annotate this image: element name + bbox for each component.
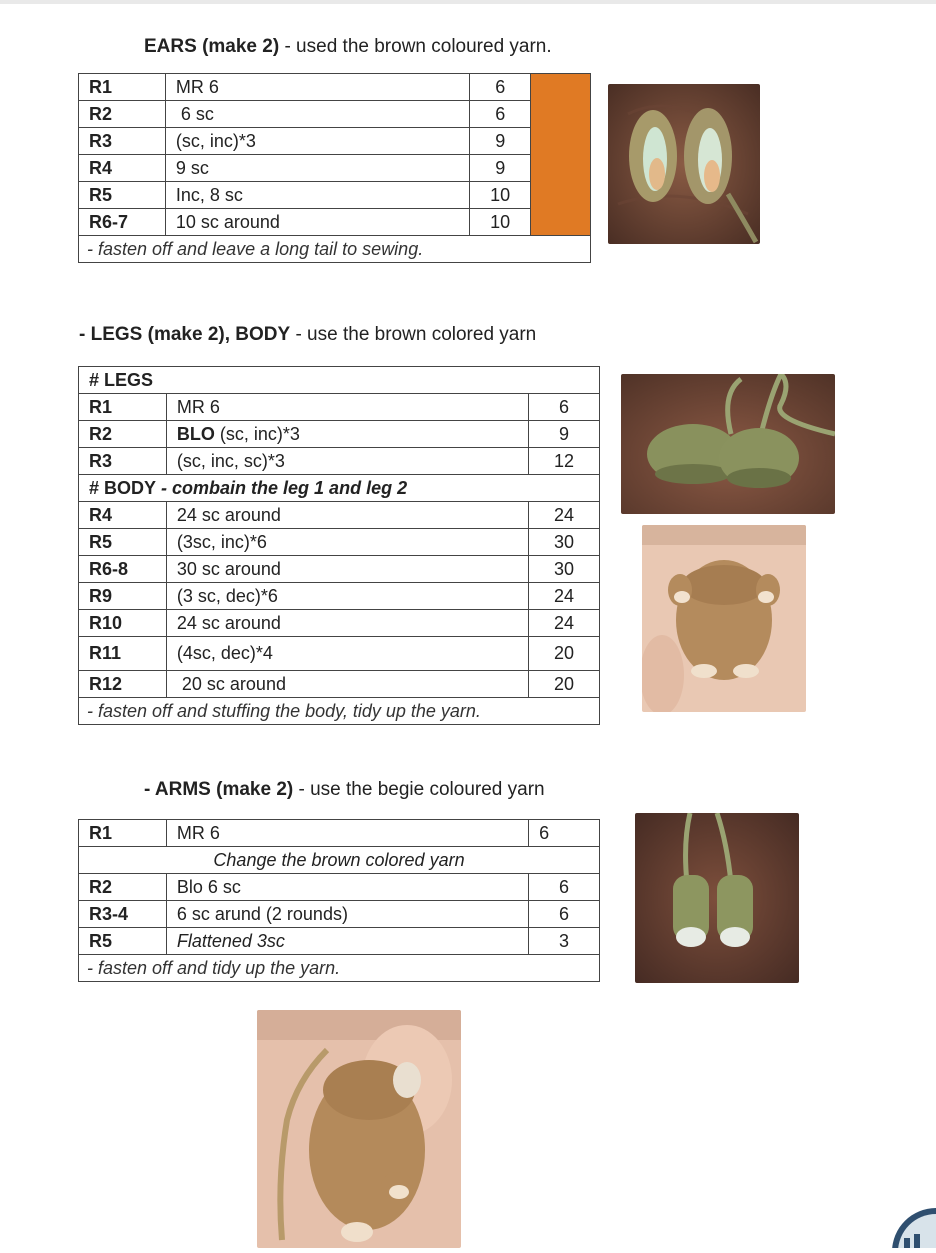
table-row <box>79 74 591 101</box>
table-row <box>79 421 600 448</box>
row-instruction: MR 6 <box>165 74 469 101</box>
row-count: 30 <box>529 529 600 556</box>
table-row <box>79 182 591 209</box>
change-yarn-note: Change the brown colored yarn <box>79 847 600 874</box>
row-count: 24 <box>529 502 600 529</box>
row-label: R1 <box>79 74 166 101</box>
row-instruction: BLO (sc, inc)*3 <box>166 421 528 448</box>
row-count: 10 <box>470 209 531 236</box>
row-label: R4 <box>79 502 167 529</box>
row-count: 12 <box>529 448 600 475</box>
row-label: R3 <box>79 448 167 475</box>
ears-table <box>78 73 591 263</box>
row-count: 6 <box>529 874 600 901</box>
legs-note: - fasten off and stuffing the body, tidy up the yarn. <box>79 698 600 725</box>
row-count: 20 <box>529 671 600 698</box>
table-row <box>79 502 600 529</box>
table-row <box>79 583 600 610</box>
table-row <box>79 101 591 128</box>
row-count: 6 <box>529 901 600 928</box>
row-instruction: 10 sc around <box>165 209 469 236</box>
ears-note: - fasten off and leave a long tail to sewing. <box>79 236 591 263</box>
row-instruction: 9 sc <box>165 155 469 182</box>
top-border <box>0 0 936 4</box>
table-row <box>79 475 600 502</box>
legs-heading <box>79 324 536 346</box>
row-label: R6-7 <box>79 209 166 236</box>
legs-header: # LEGS <box>79 367 600 394</box>
row-label: R5 <box>79 529 167 556</box>
table-row <box>79 928 600 955</box>
row-count: 9 <box>529 421 600 448</box>
arms-note: - fasten off and tidy up the yarn. <box>79 955 600 982</box>
ears-title: EARS (make 2) <box>144 36 280 57</box>
row-label: R10 <box>79 610 167 637</box>
row-count: 20 <box>529 637 600 671</box>
row-instruction: (sc, inc)*3 <box>165 128 469 155</box>
row-label: R2 <box>79 874 167 901</box>
ears-heading <box>144 36 552 58</box>
legs-photo <box>621 374 835 514</box>
table-row <box>79 394 600 421</box>
row-instruction: Flattened 3sc <box>166 928 528 955</box>
row-count: 10 <box>470 182 531 209</box>
row-label: R4 <box>79 155 166 182</box>
row-instruction: (3 sc, dec)*6 <box>166 583 528 610</box>
table-row <box>79 637 600 671</box>
table-row <box>79 155 591 182</box>
row-instruction: 24 sc around <box>166 610 528 637</box>
side-photo <box>257 1010 461 1248</box>
ears-subtitle: - used the brown coloured yarn. <box>279 36 552 57</box>
row-instruction: Blo 6 sc <box>166 874 528 901</box>
table-row <box>79 236 591 263</box>
body-header: # BODY - combain the leg 1 and leg 2 <box>79 475 600 502</box>
arms-heading <box>144 779 545 801</box>
table-row <box>79 955 600 982</box>
legs-subtitle: - use the brown colored yarn <box>290 324 537 345</box>
table-row <box>79 901 600 928</box>
row-label: R2 <box>79 421 167 448</box>
row-count: 9 <box>470 128 531 155</box>
body-photo <box>642 525 806 712</box>
row-instruction: MR 6 <box>166 394 528 421</box>
table-row <box>79 610 600 637</box>
row-instruction: 24 sc around <box>166 502 528 529</box>
row-label: R3-4 <box>79 901 167 928</box>
row-instruction: 6 sc <box>165 101 469 128</box>
row-label: R2 <box>79 101 166 128</box>
row-count: 24 <box>529 610 600 637</box>
row-instruction: Inc, 8 sc <box>165 182 469 209</box>
arms-title: - ARMS (make 2) <box>144 779 294 800</box>
row-count: 6 <box>529 394 600 421</box>
row-count: 30 <box>529 556 600 583</box>
row-count: 3 <box>529 928 600 955</box>
row-label: R5 <box>79 182 166 209</box>
table-row <box>79 874 600 901</box>
arms-table <box>78 819 600 982</box>
row-count: 6 <box>470 74 531 101</box>
corner-logo <box>880 1204 936 1248</box>
row-count: 24 <box>529 583 600 610</box>
table-row <box>79 820 600 847</box>
row-label: R9 <box>79 583 167 610</box>
row-count: 9 <box>470 155 531 182</box>
row-label: R11 <box>79 637 167 671</box>
row-instruction: MR 6 <box>166 820 528 847</box>
color-swatch <box>531 74 591 236</box>
row-instruction: (sc, inc, sc)*3 <box>166 448 528 475</box>
table-row <box>79 529 600 556</box>
table-row <box>79 367 600 394</box>
table-row <box>79 847 600 874</box>
legs-body-table <box>78 366 600 725</box>
row-label: R3 <box>79 128 166 155</box>
row-instruction: 30 sc around <box>166 556 528 583</box>
table-row <box>79 448 600 475</box>
table-row <box>79 209 591 236</box>
ears-photo <box>608 84 760 244</box>
row-label: R12 <box>79 671 167 698</box>
table-row <box>79 128 591 155</box>
row-label: R1 <box>79 394 167 421</box>
row-label: R5 <box>79 928 167 955</box>
arms-photo <box>635 813 799 983</box>
row-instruction: (4sc, dec)*4 <box>166 637 528 671</box>
row-label: R6-8 <box>79 556 167 583</box>
table-row <box>79 556 600 583</box>
row-count: 6 <box>470 101 531 128</box>
table-row <box>79 698 600 725</box>
legs-title: - LEGS (make 2), BODY <box>79 324 291 345</box>
table-row <box>79 671 600 698</box>
row-instruction: (3sc, inc)*6 <box>166 529 528 556</box>
row-instruction: 6 sc arund (2 rounds) <box>166 901 528 928</box>
arms-subtitle: - use the begie coloured yarn <box>293 779 545 800</box>
row-instruction: 20 sc around <box>166 671 528 698</box>
row-label: R1 <box>79 820 167 847</box>
row-count: 6 <box>529 820 600 847</box>
